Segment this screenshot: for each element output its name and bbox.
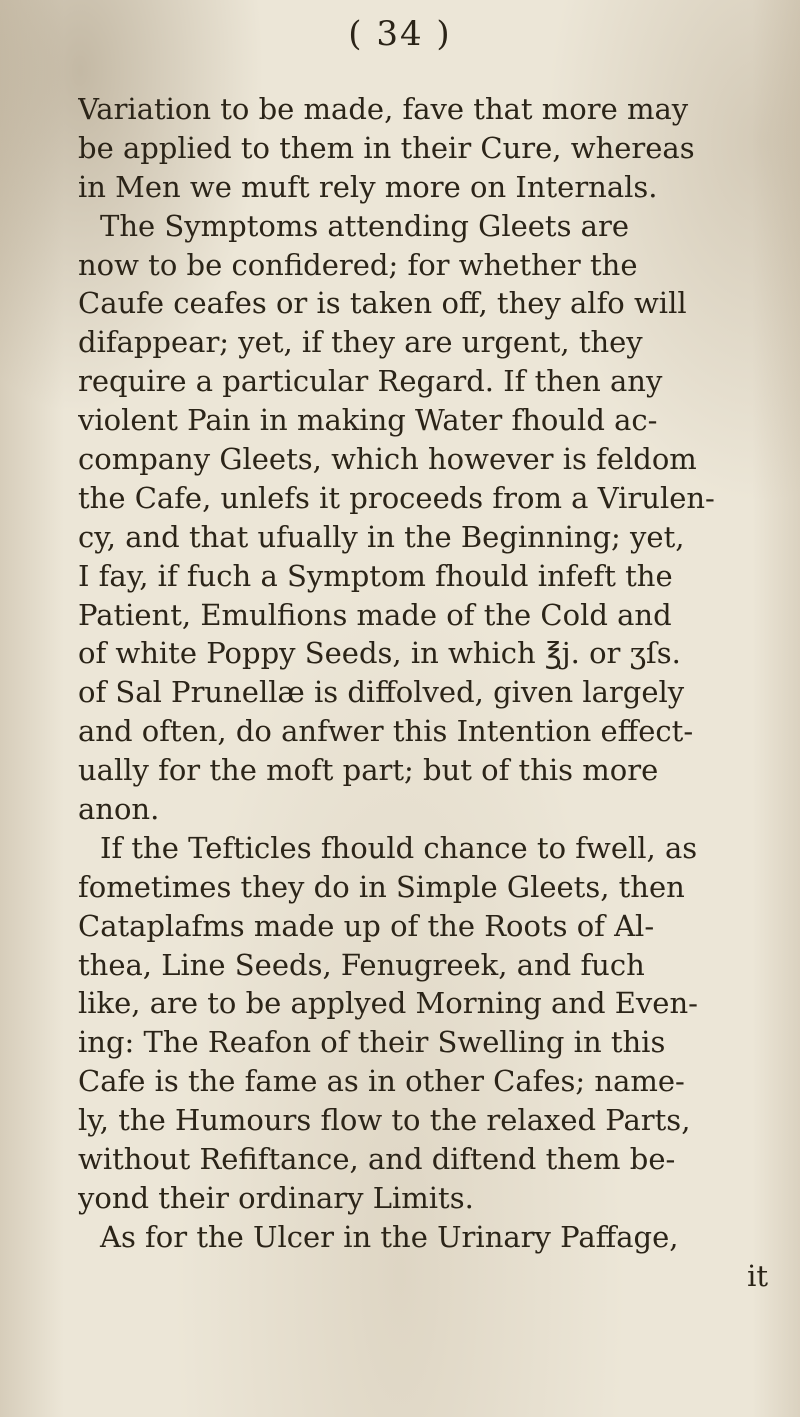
text-line: of Sal Prunellæ is diffolved, given largely [78,675,685,710]
text-line: company Gleets, which however is feldom [78,442,697,477]
text-line: Caufe ceafes or is taken off, they alfo will [78,286,687,321]
paragraph-start-line: The Symptoms attending Gleets are [100,208,629,243]
text-line: Variation to be made, fave that more may [78,92,689,126]
text-line: Patient, Emulfions made of the Cold and [78,597,672,632]
text-line: like, are to be applyed Morning and Even- [78,986,698,1021]
text-line: anon. [78,792,160,827]
text-line: yond their ordinary Limits. [78,1180,474,1215]
text-line: thea, Line Seeds, Fenugreek, and fuch [78,947,645,982]
text-line: fometimes they do in Simple Gleets, then [78,869,685,904]
text-line: require a particular Regard. If then any [78,364,663,399]
text-line: now to be confidered; for whether the [78,247,638,282]
catchword: it [747,1258,768,1293]
text-line: and often, do anfwer this Intention effect- [78,714,694,749]
text-line: ually for the moft part; but of this more [78,753,659,788]
text-line: I fay, if fuch a Symptom fhould infeft the [78,558,673,593]
text-line: Cataplafms made up of the Roots of Al- [78,908,655,943]
body-text [78,90,768,1296]
text-line: without Refiftance, and diftend them be- [78,1142,676,1177]
text-line: violent Pain in making Water fhould ac- [78,403,658,438]
text-line: difappear; yet, if they are urgent, they [78,325,643,360]
text-line: in Men we muft rely more on Internals. [78,169,658,204]
page-number: ( 34 ) [348,14,452,54]
text-line: of white Poppy Seeds, in which ℥j. or ʒſs. [78,636,681,671]
text-line: be applied to them in their Cure, whereas [78,130,695,165]
text-line: cy, and that ufually in the Beginning; yet, [78,519,685,554]
text-line: ing: The Reafon of their Swelling in this [78,1025,666,1060]
text-line: Cafe is the fame as in other Cafes; name- [78,1064,685,1099]
text-line: the Cafe, unlefs it proceeds from a Virulen- [78,480,715,515]
paragraph-start-line: If the Tefticles fhould chance to fwell, as [100,830,698,865]
text-line: ly, the Humours flow to the relaxed Parts, [78,1103,691,1138]
paragraph-start-line: As for the Ulcer in the Urinary Paffage, [100,1219,679,1254]
